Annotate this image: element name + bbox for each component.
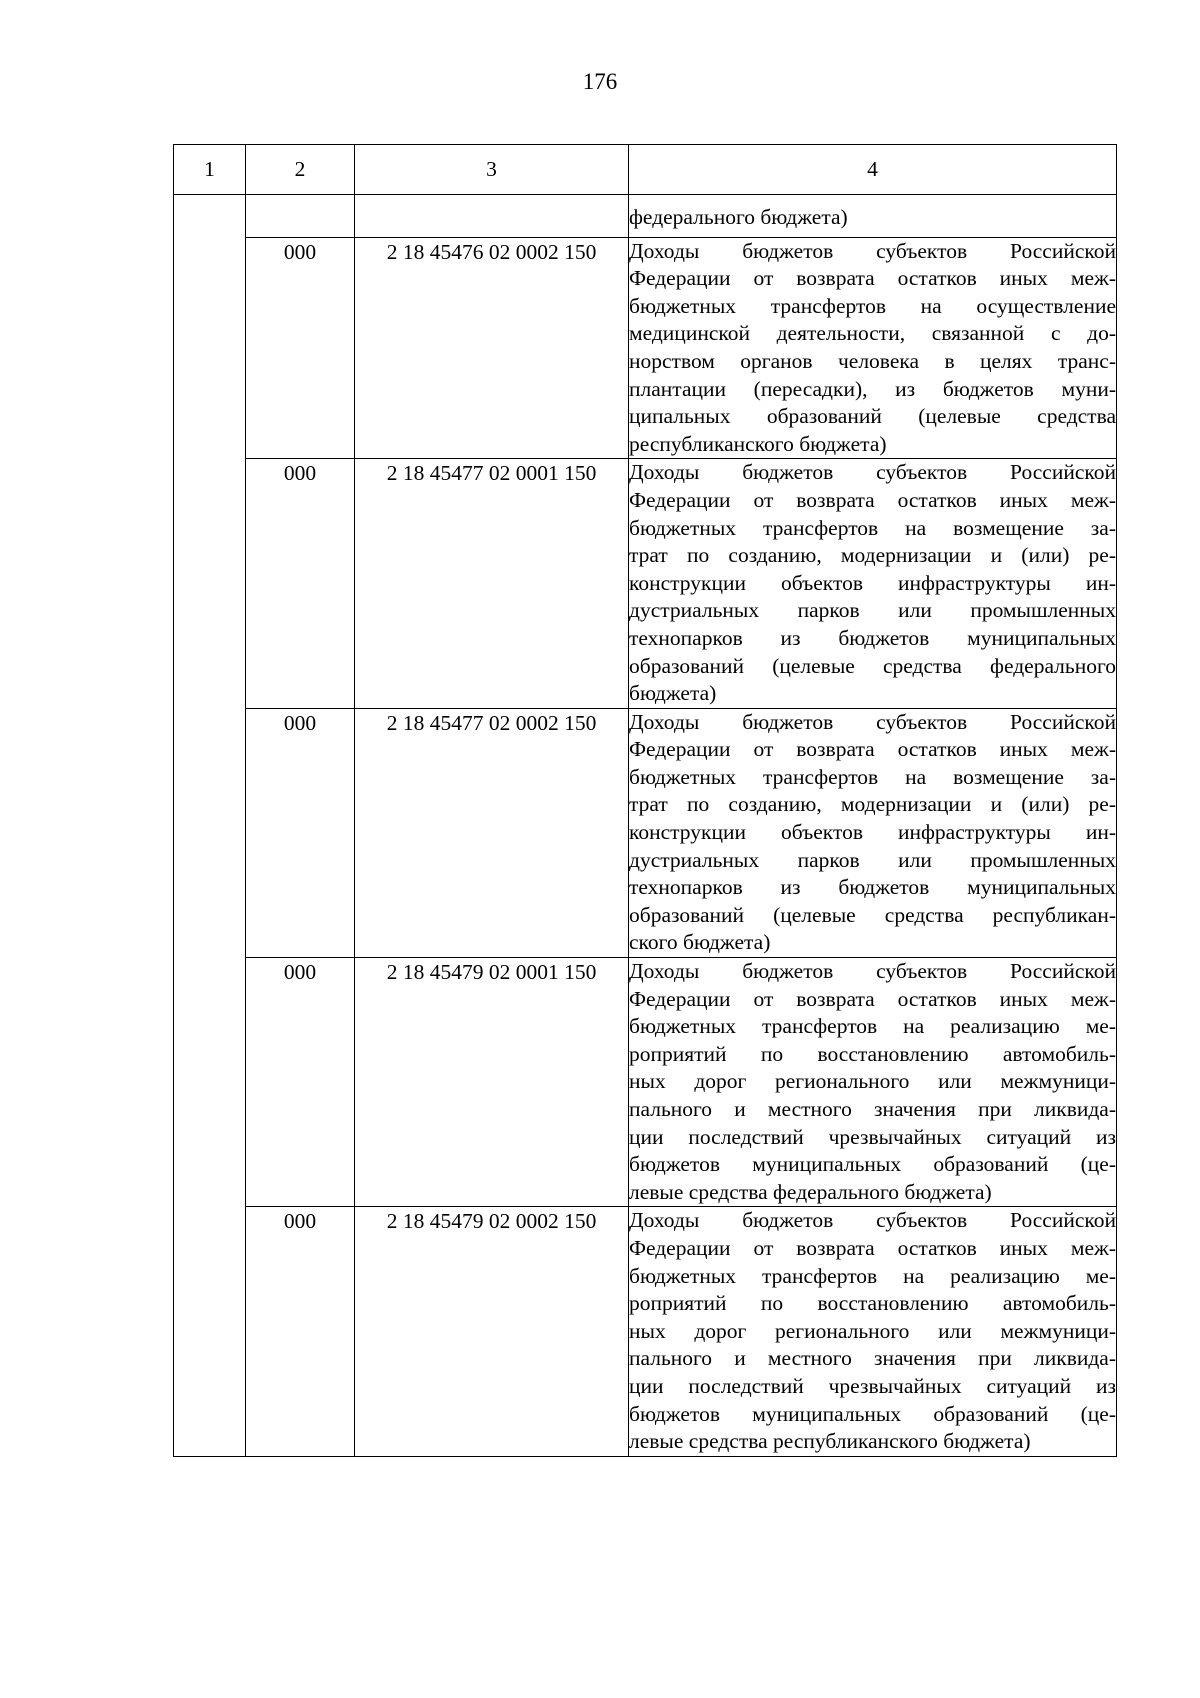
description-line: Федерации от возврата остатков иных меж-	[629, 986, 1116, 1011]
budget-classification-table	[173, 144, 1117, 1457]
table-row	[174, 958, 1117, 1207]
description-line: республиканского бюджета)	[629, 431, 887, 456]
description-cell	[629, 459, 1117, 708]
admin-code-cell: 000	[246, 958, 355, 1207]
description-line: пального и местного значения при ликвида-	[629, 1097, 1116, 1121]
description-line: левые средства федерального бюджета)	[629, 1179, 992, 1204]
description-line: норством органов человека в целях транс-	[629, 348, 1116, 373]
admin-code-cell: 000	[246, 237, 355, 459]
description-line: федерального бюджета)	[629, 205, 848, 229]
description-cell	[629, 237, 1117, 459]
description-line: образований (целевые средства федерального	[629, 653, 1116, 678]
description-line: технопарков из бюджетов муниципальных	[629, 625, 1116, 650]
description-line: Федерации от возврата остатков иных меж-	[629, 737, 1116, 762]
col-1-merged-cell	[174, 195, 246, 1457]
description-line: пального и местного значения при ликвида-	[629, 1346, 1116, 1371]
description-line: бюджетов муниципальных образований (це-	[629, 1152, 1116, 1177]
header-col-3: 3	[355, 145, 629, 195]
description-line: роприятий по восстановлению автомобиль-	[629, 1041, 1116, 1066]
description-line: ных дорог регионального или межмуници-	[629, 1318, 1116, 1343]
description-line: бюджетных трансфертов на осуществление	[629, 293, 1116, 318]
description-line: конструкции объектов инфраструктуры ин-	[629, 570, 1116, 595]
continuation-code-cell	[246, 195, 355, 238]
budget-code-cell: 2 18 45477 02 0002 150	[355, 708, 629, 957]
description-line: бюджетных трансфертов на реализацию ме-	[629, 1014, 1116, 1039]
header-col-4: 4	[629, 145, 1117, 195]
description-line: Доходы бюджетов субъектов Российской	[629, 1208, 1116, 1233]
table-row	[174, 1207, 1117, 1456]
description-line: Федерации от возврата остатков иных меж-	[629, 487, 1116, 512]
description-line: Федерации от возврата остатков иных меж-	[629, 266, 1116, 291]
description-line: Доходы бюджетов субъектов Российской	[629, 709, 1116, 734]
description-line: Доходы бюджетов субъектов Российской	[629, 238, 1116, 263]
budget-code-cell: 2 18 45479 02 0001 150	[355, 958, 629, 1207]
budget-code-cell: 2 18 45479 02 0002 150	[355, 1207, 629, 1456]
continuation-description	[629, 195, 1117, 238]
description-line: трат по созданию, модернизации и (или) ре-	[629, 792, 1116, 817]
budget-code-cell: 2 18 45476 02 0002 150	[355, 237, 629, 459]
description-line: бюджетных трансфертов на возмещение за-	[629, 764, 1116, 789]
description-line: левые средства республиканского бюджета)	[629, 1429, 1031, 1454]
description-line: Доходы бюджетов субъектов Российской	[629, 959, 1116, 984]
table-row	[174, 237, 1117, 459]
description-line: ского бюджета)	[629, 930, 771, 955]
description-line: бюджета)	[629, 681, 717, 706]
description-line: образований (целевые средства республикан-	[629, 902, 1116, 927]
description-line: дустриальных парков или промышленных	[629, 598, 1116, 623]
description-line: конструкции объектов инфраструктуры ин-	[629, 820, 1116, 845]
description-line: ции последствий чрезвычайных ситуаций из	[629, 1124, 1116, 1149]
description-line: дустриальных парков или промышленных	[629, 847, 1116, 872]
description-line: трат по созданию, модернизации и (или) ре-	[629, 543, 1116, 568]
admin-code-cell: 000	[246, 708, 355, 957]
page-number: 176	[582, 69, 618, 94]
description-cell	[629, 958, 1117, 1207]
description-line: роприятий по восстановлению автомобиль-	[629, 1291, 1116, 1316]
description-line: бюджетных трансфертов на возмещение за-	[629, 515, 1116, 540]
description-line: технопарков из бюджетов муниципальных	[629, 875, 1116, 900]
table-row	[174, 708, 1117, 957]
header-col-1: 1	[174, 145, 246, 195]
continuation-kbk-cell	[355, 195, 629, 238]
admin-code-cell: 000	[246, 459, 355, 708]
description-cell	[629, 708, 1117, 957]
description-line: Федерации от возврата остатков иных меж-	[629, 1235, 1116, 1260]
continuation-row	[174, 195, 1117, 238]
description-line: бюджетов муниципальных образований (це-	[629, 1401, 1116, 1426]
description-line: плантации (пересадки), из бюджетов муни-	[629, 376, 1116, 401]
description-line: бюджетных трансфертов на реализацию ме-	[629, 1263, 1116, 1288]
description-line: медицинской деятельности, связанной с до-	[629, 321, 1116, 346]
budget-code-cell: 2 18 45477 02 0001 150	[355, 459, 629, 708]
admin-code-cell: 000	[246, 1207, 355, 1456]
header-col-2: 2	[246, 145, 355, 195]
description-line: Доходы бюджетов субъектов Российской	[629, 460, 1116, 485]
description-cell	[629, 1207, 1117, 1456]
description-line: ции последствий чрезвычайных ситуаций из	[629, 1373, 1116, 1398]
description-line: ципальных образований (целевые средства	[629, 404, 1116, 429]
description-line: ных дорог регионального или межмуници-	[629, 1069, 1116, 1094]
table-row	[174, 459, 1117, 708]
table-header-row	[174, 145, 1117, 195]
